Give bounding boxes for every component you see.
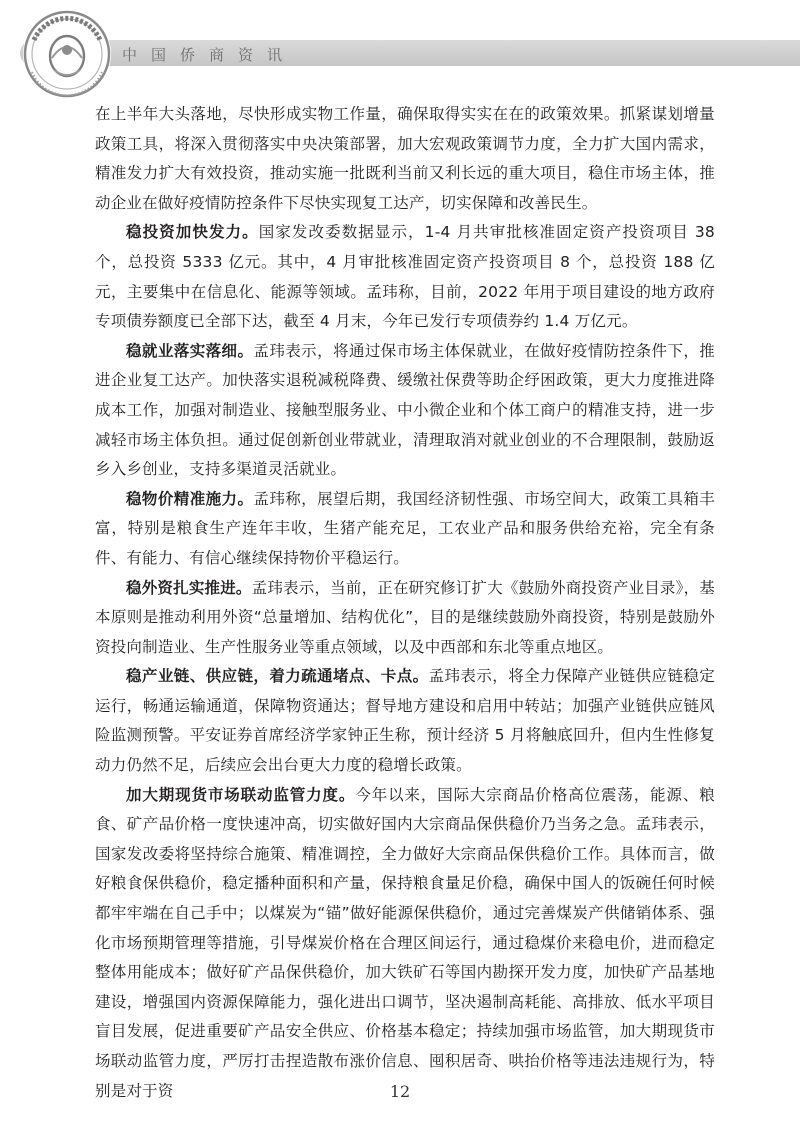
paragraph-foreign-investment [95,574,715,663]
paragraph-text: 在上半年大头落地，尽快形成实物工作量，确保取得实实在在的政策效果。抓紧谋划增量政策工具，将深入贯彻落实中央决策部署，加大宏观政策调节力度，全力扩大国内需求，精准发力扩大有效投资，推动实施一批既利当前又利长远的重大项目，稳住市场主体，推动企业在做好疫情防控条件下尽快实现复工达产，切实保障和改善民生。 [95,105,715,212]
paragraph-employment [95,337,715,485]
paragraph-supply-chain [95,662,715,780]
paragraph-text: 孟玮表示，将全力保障产业链供应链稳定运行，畅通运输通道，保障物资通达；督导地方建设和启用中转站；加强产业链供应链风险监测预警。平安证券首席经济学家钟正生称，预计经济 5 月将触底回升，但内生性修复动力仍然不足，后续应会出台更大力度的稳增长政策。 [95,667,715,775]
paragraph-intro [95,100,715,218]
paragraph-investment [95,218,715,336]
article-body [95,100,715,1106]
paragraph-lead: 稳就业落实落细。 [126,341,254,360]
association-logo-icon [14,6,120,104]
paragraph-lead: 加大期现货市场联动监管力度。 [126,785,356,804]
paragraph-text: 孟玮表示，当前，正在研究修订扩大《鼓励外商投资产业目录》，基本原则是推动利用外资“总量增加、结构优化”，目的是继续鼓励外商投资，特别是鼓励外资投向制造业、生产性服务业等重点领域，以及中西部和东北等重点地区。 [95,578,715,656]
paragraph-lead: 稳物价精准施力。 [126,489,254,508]
paragraph-market-supervision [95,781,715,1107]
paragraph-text: 国家发改委数据显示，1-4 月共审批核准固定资产投资项目 38 个，总投资 5333 亿元。其中，4 月审批核准固定资产投资项目 8 个，总投资 188 亿元，主要集中在信息化、能源等领域。孟玮称，目前，2022 年用于项目建设的地方政府专项债券额度已全部下达，截至 4 月末，今年已发行专项债券约 1.4 万亿元。 [95,223,715,331]
page-header [0,0,800,110]
header-title: 中国侨商资讯 [122,46,297,64]
page-number: 12 [389,1082,411,1101]
paragraph-text: 孟玮称，展望后期，我国经济韧性强、市场空间大，政策工具箱丰富，特别是粮食生产连年丰收，生猪产能充足，工农业产品和服务供给充裕，完全有条件、有能力、有信心继续保持物价平稳运行。 [95,489,715,567]
paragraph-prices [95,485,715,574]
paragraph-text: 孟玮表示，将通过保市场主体保就业，在做好疫情防控条件下，推进企业复工达产。加快落实退税减税降费、缓缴社保费等助企纾困政策，更大力度推进降成本工作，加强对制造业、接触型服务业、中小微企业和个体工商户的精准支持，进一步减轻市场主体负担。通过促创新创业带就业，清理取消对就业创业的不合理限制，鼓励返乡入乡创业，支持多渠道灵活就业。 [95,341,715,479]
paragraph-text: 今年以来，国际大宗商品价格高位震荡，能源、粮食、矿产品价格一度快速冲高，切实做好国内大宗商品保供稳价乃当务之急。孟玮表示，国家发改委将坚持综合施策、精准调控，全力做好大宗商品保供稳价工作。具体而言，做好粮食保供稳价，稳定播种面积和产量，保持粮食量足价稳，确保中国人的饭碗任何时候都牢牢端在自己手中；以煤炭为“锚”做好能源保供稳价，通过完善煤炭产供储销体系、强化市场预期管理等措施，引导煤炭价格在合理区间运行，通过稳煤价来稳电价，进而稳定整体用能成本；做好矿产品保供稳价，加大铁矿石等国内勘探开发力度，加快矿产品基地建设，增强国内资源保障能力，强化进出口调节，坚决遏制高耗能、高排放、低水平项目盲目发展，促进重要矿产品安全供应、价格基本稳定；持续加强市场监管，加大期现货市场联动监管力度，严厉打击捏造散布涨价信息、囤积居奇、哄抬价格等违法违规行为，特别是对于资 [95,785,715,1100]
paragraph-lead: 稳产业链、供应链，着力疏通堵点、卡点。 [126,667,429,686]
paragraph-lead: 稳外资扎实推进。 [126,578,252,597]
paragraph-lead: 稳投资加快发力。 [126,223,259,242]
